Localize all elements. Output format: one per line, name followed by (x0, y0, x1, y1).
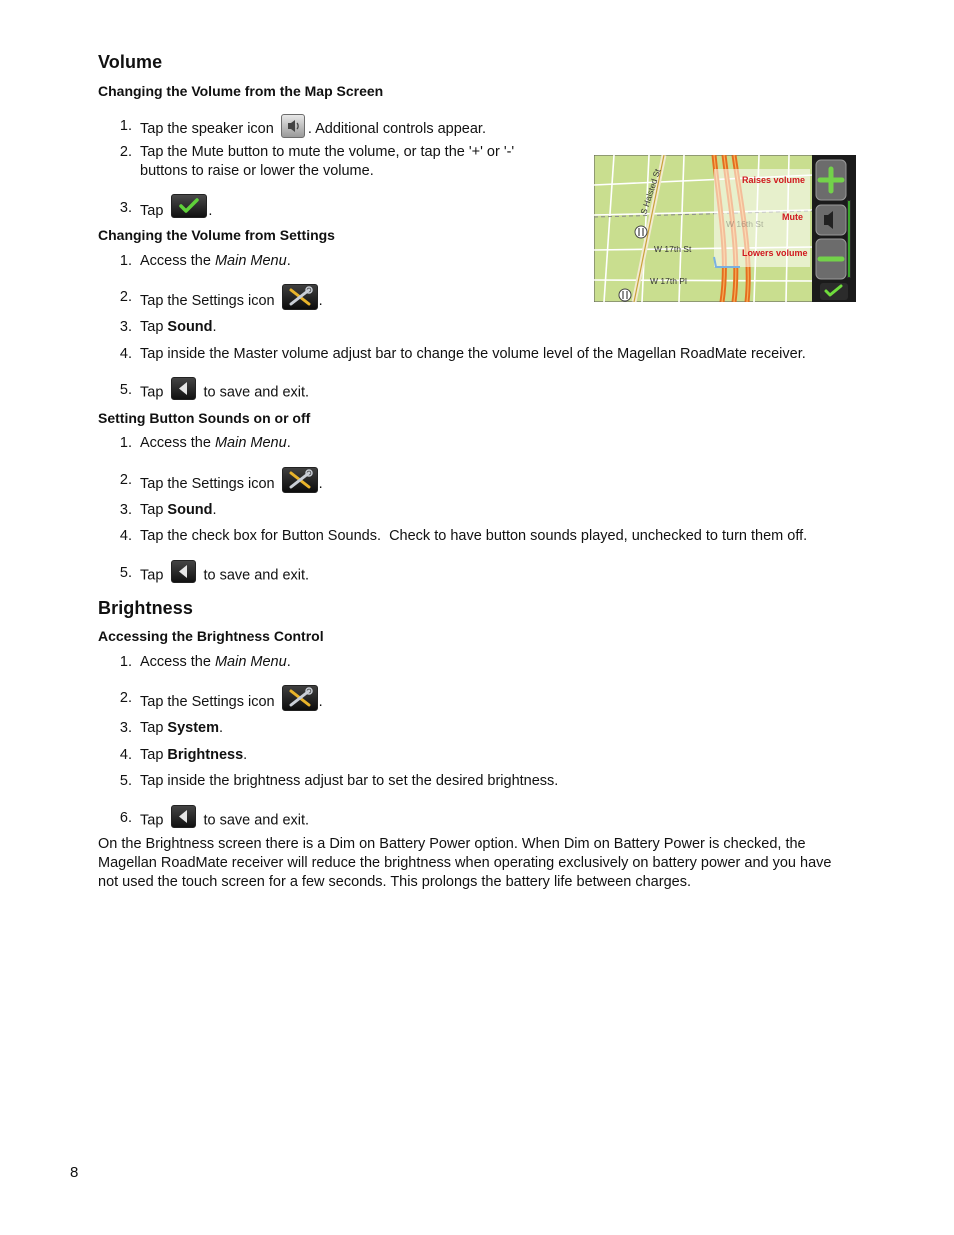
volume-plus-button[interactable] (816, 160, 846, 200)
subheading-from-settings: Changing the Volume from Settings (98, 227, 335, 243)
checkmark-button[interactable] (820, 283, 848, 300)
checkmark-icon (171, 194, 207, 218)
volume-minus-button[interactable] (816, 239, 846, 279)
street-label-w17st: W 17th St (654, 244, 692, 254)
callout-lowers-volume: Lowers volume (742, 248, 808, 258)
subheading-brightness-control: Accessing the Brightness Control (98, 628, 324, 644)
section-title-volume: Volume (98, 52, 163, 72)
street-label-w17pl: W 17th Pl (650, 276, 687, 286)
street-label-halsted: S Halsted St (638, 167, 663, 216)
callout-mute: Mute (782, 212, 803, 222)
back-arrow-icon (171, 377, 196, 400)
back-arrow-icon (171, 805, 196, 828)
speaker-icon (281, 114, 305, 138)
street-label-faded: W 16th St (726, 219, 764, 229)
settings-tools-icon (282, 467, 318, 493)
section-title-brightness: Brightness (98, 598, 194, 618)
map-volume-screenshot (594, 155, 856, 302)
map-marker-icon (635, 226, 647, 238)
subheading-button-sounds: Setting Button Sounds on or off (98, 410, 311, 426)
brightness-paragraph: On the Brightness screen there is a Dim on Battery Power option. When Dim on Battery Power is checked, the Magellan RoadMate receiver will reduce the brightness when operating exclusively on battery power and you have not used the touch screen for a few seconds. This prolongs the battery life between charges. (98, 836, 832, 890)
settings-tools-icon (282, 685, 318, 711)
map-marker-icon (619, 289, 631, 301)
back-arrow-icon (171, 560, 196, 583)
mute-button[interactable] (816, 205, 846, 235)
settings-tools-icon (282, 284, 318, 310)
subheading-map-screen: Changing the Volume from the Map Screen (98, 83, 384, 99)
page-number: 8 (70, 1164, 79, 1181)
callout-raises-volume: Raises volume (742, 175, 806, 185)
